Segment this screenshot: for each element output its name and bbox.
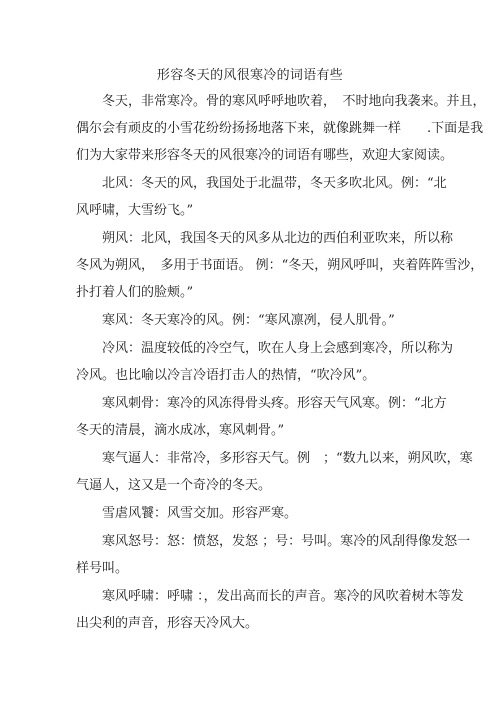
paragraph-hanfeng-line-1: 寒风：冬天寒冷的风。例：“寒风凛冽，侵人肌骨。” (102, 313, 395, 328)
paragraph-hanfengcigu-line-2: 冬天的清晨，滴水成冰，寒风刺骨。” (76, 423, 285, 438)
paragraph-intro-line-1: 冬天，非常寒冷。骨的寒风呼呼地吹着， 不时地向我袭来。并且， (102, 94, 486, 109)
paragraph-xuenuefengtao-line-1: 雪虐风饕：风雪交加。形容严寒。 (102, 506, 298, 521)
paragraph-beifeng-line-2: 风呼啸，大雪纷飞。” (76, 203, 194, 218)
paragraph-beifeng-line-1: 北风：冬天的风，我国处于北温带，冬天多吹北风。例：“北 (102, 176, 447, 191)
paragraph-hanfengnuhao-line-2: 样号叫。 (76, 561, 129, 576)
paragraph-lengfeng-line-2: 冷风。也比喻以冷言冷语打击人的热情，“吹冷风”。 (76, 368, 376, 383)
paragraph-shuofeng-line-2: 冬风为朔风， 多用于书面语。 例：“冬天，朔风呼叫，夹着阵阵雪沙， (76, 258, 484, 273)
paragraph-hanfengcigu-line-1: 寒风刺骨：寒冷的风冻得骨头疼。形容天气风寒。例：“北方 (102, 396, 447, 411)
paragraph-hanfenghuxiao-line-1: 寒风呼啸：呼啸 ：，发出高而长的声音。寒冷的风吹着树木等发 (102, 589, 464, 604)
paragraph-shuofeng-line-3: 扑打着人们的脸颊。” (76, 285, 194, 300)
paragraph-hanfenghuxiao-line-2: 出尖利的声音，形容天冷风大。 (76, 616, 259, 631)
paragraph-hanfengnuhao-line-1: 寒风怒号：怒：愤怒，发怒 ；号：号叫。寒冷的风刮得像发怒一 (102, 534, 471, 549)
paragraph-intro-line-2: 偶尔会有顽皮的小雪花纷纷扬扬地落下来，就像跳舞一样 .下面是我 (76, 121, 484, 136)
paragraph-intro-line-3: 们为大家带来形容冬天的风很寒冷的词语有哪些，欢迎大家阅读。 (76, 148, 454, 163)
paragraph-hanqibiren-line-1: 寒气逼人：非常冷，多形容天气。例 ；“数九以来，朔风吹，寒 (102, 451, 473, 466)
paragraph-lengfeng-line-1: 冷风：温度较低的冷空气，吹在人身上会感到寒冷，所以称为 (102, 341, 454, 356)
page-title: 形容冬天的风很寒冷的词语有些 (156, 68, 344, 83)
paragraph-hanqibiren-line-2: 气逼人，这又是一个奇冷的冬天。 (76, 478, 272, 493)
paragraph-shuofeng-line-1: 朔风：北风，我国冬天的风多从北边的西伯利亚吹来，所以称 (102, 231, 454, 246)
